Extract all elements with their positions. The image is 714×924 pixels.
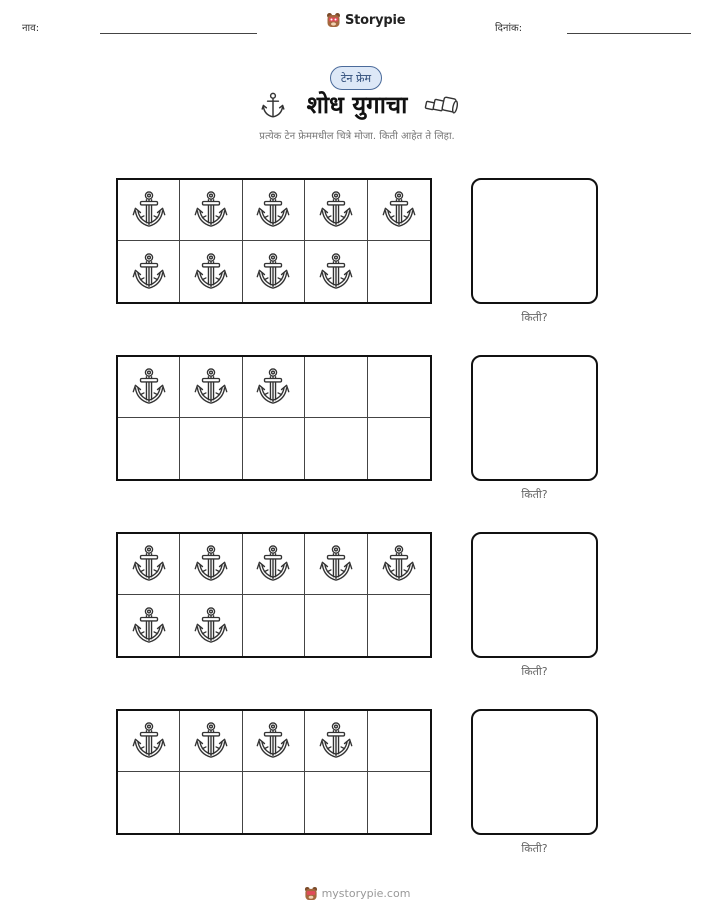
date-label: दिनांक: bbox=[495, 23, 523, 34]
anchor-icon bbox=[319, 190, 353, 230]
anchor-icon bbox=[132, 190, 166, 230]
frame-cell bbox=[368, 241, 430, 302]
frame-cell bbox=[243, 418, 305, 479]
frame-cell bbox=[305, 595, 367, 656]
anchor-icon bbox=[382, 544, 416, 584]
anchor-icon bbox=[132, 252, 166, 292]
frame-cell bbox=[368, 180, 430, 241]
frame-cell bbox=[180, 241, 242, 302]
frame-cell bbox=[243, 711, 305, 772]
frame-cell bbox=[305, 241, 367, 302]
frame-cell bbox=[118, 595, 180, 656]
ten-frame bbox=[116, 355, 432, 481]
frame-cell bbox=[180, 357, 242, 418]
frame-cell bbox=[368, 595, 430, 656]
answer-label: किती? bbox=[521, 842, 548, 855]
anchor-icon bbox=[261, 92, 285, 120]
frame-cell bbox=[180, 595, 242, 656]
frame-cell bbox=[118, 711, 180, 772]
frame-cell bbox=[305, 418, 367, 479]
storypie-logo bbox=[326, 12, 405, 28]
answer-box[interactable] bbox=[471, 178, 598, 304]
bear-mascot-icon bbox=[304, 886, 318, 901]
bear-mascot-icon bbox=[326, 12, 341, 28]
anchor-icon bbox=[132, 721, 166, 761]
worksheet-title: शोध युगाचा bbox=[306, 91, 408, 119]
frame-cell bbox=[305, 711, 367, 772]
frame-cell bbox=[305, 534, 367, 595]
frame-cell bbox=[243, 772, 305, 833]
anchor-icon bbox=[256, 367, 290, 407]
frame-cell bbox=[118, 241, 180, 302]
frame-cell bbox=[118, 357, 180, 418]
frame-cell bbox=[118, 534, 180, 595]
anchor-icon bbox=[256, 190, 290, 230]
frame-cell bbox=[180, 180, 242, 241]
answer-label: किती? bbox=[521, 311, 548, 324]
anchor-icon bbox=[319, 544, 353, 584]
anchor-icon bbox=[256, 252, 290, 292]
frame-cell bbox=[180, 534, 242, 595]
frame-cell bbox=[305, 772, 367, 833]
anchor-icon bbox=[194, 252, 228, 292]
date-line[interactable] bbox=[567, 33, 691, 34]
ten-frame bbox=[116, 532, 432, 658]
answer-box[interactable] bbox=[471, 355, 598, 481]
answer-label: किती? bbox=[521, 665, 548, 678]
frame-cell bbox=[305, 180, 367, 241]
anchor-icon bbox=[194, 190, 228, 230]
spyglass-icon bbox=[424, 96, 458, 116]
instructions: प्रत्येक टेन फ्रेममधील चित्रे मोजा. किती आहेत ते लिहा. bbox=[259, 131, 455, 142]
brand-name: Storypie bbox=[345, 12, 406, 28]
frame-cell bbox=[368, 418, 430, 479]
ten-frame bbox=[116, 178, 432, 304]
answer-box[interactable] bbox=[471, 532, 598, 658]
anchor-icon bbox=[194, 721, 228, 761]
frame-cell bbox=[243, 595, 305, 656]
frame-cell bbox=[243, 357, 305, 418]
answer-label: किती? bbox=[521, 488, 548, 501]
frame-cell bbox=[243, 180, 305, 241]
anchor-icon bbox=[132, 367, 166, 407]
anchor-icon bbox=[132, 606, 166, 646]
anchor-icon bbox=[319, 721, 353, 761]
anchor-icon bbox=[194, 544, 228, 584]
name-line[interactable] bbox=[100, 33, 257, 34]
frame-cell bbox=[180, 711, 242, 772]
anchor-icon bbox=[256, 544, 290, 584]
frame-cell bbox=[118, 772, 180, 833]
ten-frame bbox=[116, 709, 432, 835]
anchor-icon bbox=[194, 606, 228, 646]
frame-cell bbox=[180, 772, 242, 833]
footer-url: mystorypie.com bbox=[321, 887, 411, 900]
topic-badge: टेन फ्रेम bbox=[330, 66, 382, 90]
frame-cell bbox=[118, 418, 180, 479]
frame-cell bbox=[118, 180, 180, 241]
name-label: नाव: bbox=[22, 23, 40, 34]
frame-cell bbox=[368, 534, 430, 595]
anchor-icon bbox=[132, 544, 166, 584]
frame-cell bbox=[243, 241, 305, 302]
anchor-icon bbox=[194, 367, 228, 407]
frame-cell bbox=[368, 357, 430, 418]
frame-cell bbox=[305, 357, 367, 418]
frame-cell bbox=[368, 772, 430, 833]
anchor-icon bbox=[382, 190, 416, 230]
anchor-icon bbox=[319, 252, 353, 292]
frame-cell bbox=[180, 418, 242, 479]
frame-cell bbox=[243, 534, 305, 595]
answer-box[interactable] bbox=[471, 709, 598, 835]
frame-cell bbox=[368, 711, 430, 772]
anchor-icon bbox=[256, 721, 290, 761]
footer bbox=[0, 886, 714, 901]
